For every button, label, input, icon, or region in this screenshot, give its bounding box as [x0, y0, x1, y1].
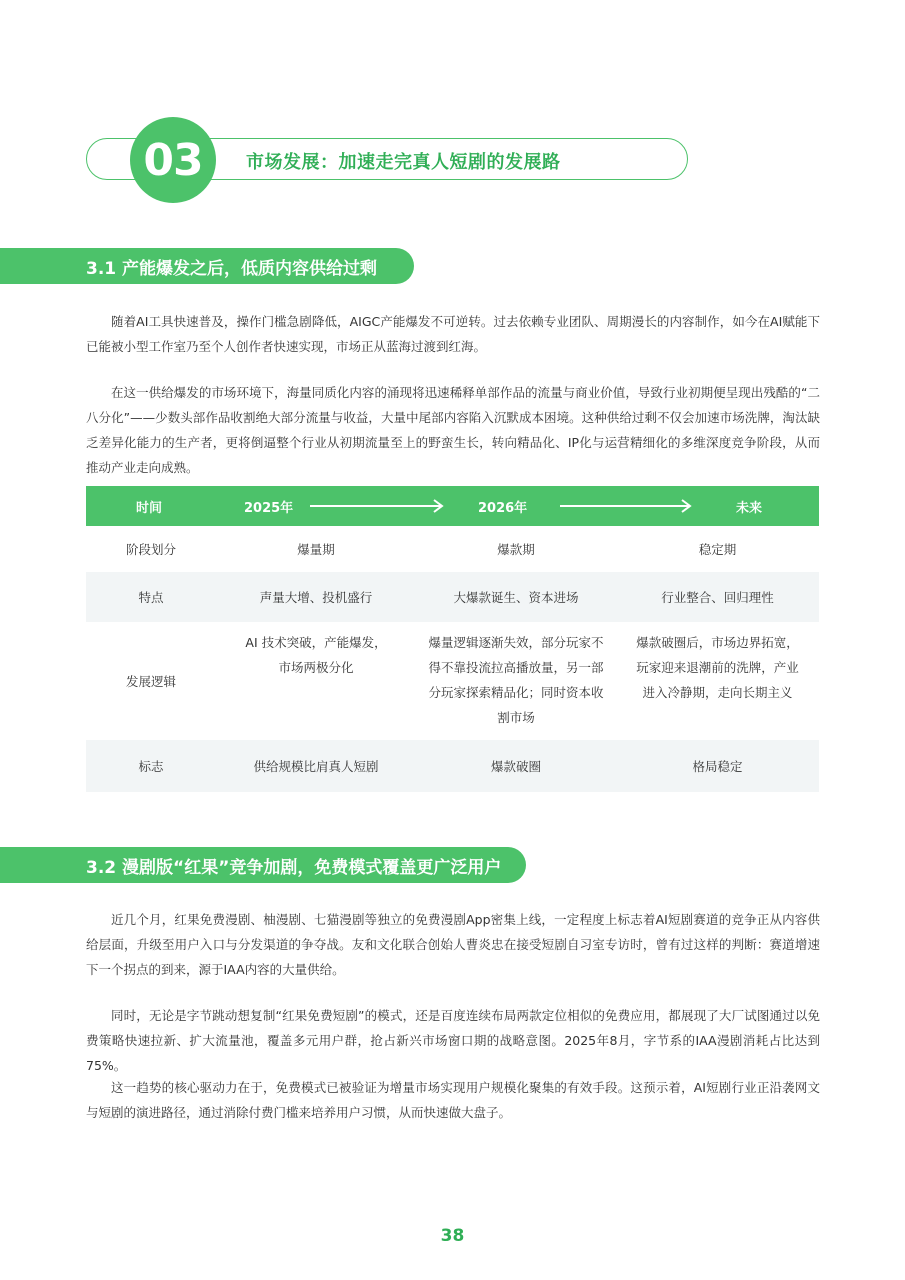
table-cell: 格局稳定 — [692, 758, 743, 774]
paragraph: 近几个月，红果免费漫剧、柚漫剧、七猫漫剧等独立的免费漫剧App密集上线，一定程度上标志着AI短剧赛道的竞争正从内容供给层面，升级至用户入口与分发渠道的争夺战。友和文化联合创始人曹炎忠在接受短剧自习室专访时，曾有过这样的判断：赛道增速下一个拐点的到来，源于IAA内容的大量供给。 — [86, 912, 820, 977]
table-cell: 爆量期 — [297, 541, 335, 557]
table-cell: AI 技术突破，产能爆发，市场两极分化 — [245, 635, 387, 675]
paragraph: 同时，无论是字节跳动想复制“红果免费短剧”的模式，还是百度连续布局两款定位相似的免费应用，都展现了大厂试图通过以免费策略快速拉新、扩大流量池，覆盖多元用户群，抢占新兴市场窗口期的战略意图。2025年8月，字节系的IAA漫剧消耗占比达到75%。 — [86, 1008, 820, 1073]
paragraph: 在这一供给爆发的市场环境下，海量同质化内容的涌现将迅速稀释单部作品的流量与商业价值，导致行业初期便呈现出残酷的“二八分化”——少数头部作品收割绝大部分流量与收益，大量中尾部内容陷入沉默成本困境。这种供给过剩不仅会加速市场洗牌，淘汰缺乏差异化能力的生产者，更将倒逼整个行业从初期流量至上的野蛮生长，转向精品化、IP化与运营精细化的多维深度竞争阶段，从而推动产业走向成熟。 — [86, 385, 820, 475]
header-future: 未来 — [736, 501, 763, 516]
table-row — [86, 572, 819, 622]
table-row — [86, 622, 819, 740]
table-cell: 大爆款诞生、资本进场 — [453, 589, 579, 605]
table-header — [86, 486, 819, 526]
chapter-title: 市场发展：加速走完真人短剧的发展路 — [246, 152, 561, 173]
table-cell: 供给规模比肩真人短剧 — [253, 758, 379, 774]
table-cell: 爆款破圈 — [490, 758, 541, 774]
arrow-right-icon — [310, 498, 448, 514]
table-cell: 声量大增、投机盛行 — [259, 589, 373, 605]
row-label: 特点 — [138, 589, 164, 605]
table-row — [86, 526, 819, 572]
table-cell: 稳定期 — [698, 541, 737, 557]
table-cell: 爆量逻辑逐渐失效，部分玩家不得不靠投流拉高播放量，另一部分玩家探索精品化；同时资本收割市场 — [428, 635, 604, 725]
table-row — [86, 740, 819, 792]
paragraph: 这一趋势的核心驱动力在于，免费模式已被验证为增量市场实现用户规模化聚集的有效手段。这预示着，AI短剧行业正沿袭网文与短剧的演进路径，通过消除付费门槛来培养用户习惯，从而快速做大盘子。 — [86, 1080, 820, 1120]
section-heading-3-1: 3.1 产能爆发之后，低质内容供给过剩 — [0, 248, 414, 284]
table-cell: 爆款期 — [497, 541, 535, 557]
section-heading-3-2: 3.2 漫剧版“红果”竞争加剧，免费模式覆盖更广泛用户 — [0, 847, 526, 883]
chapter-number-badge: 03 — [130, 117, 216, 203]
header-time: 时间 — [136, 501, 163, 516]
row-label: 阶段划分 — [125, 541, 176, 557]
table-cell: 行业整合、回归理性 — [661, 589, 774, 605]
header-2026: 2026年 — [478, 501, 528, 516]
page-number: 38 — [440, 1226, 465, 1246]
development-stage-table — [86, 486, 819, 792]
paragraph: 随着AI工具快速普及，操作门槛急剧降低，AIGC产能爆发不可逆转。过去依赖专业团队、周期漫长的内容制作，如今在AI赋能下已能被小型工作室乃至个人创作者快速实现，市场正从蓝海过渡到红海。 — [86, 314, 820, 354]
header-2025: 2025年 — [244, 501, 294, 516]
row-label: 发展逻辑 — [125, 673, 176, 689]
row-label: 标志 — [138, 758, 164, 774]
table-cell: 爆款破圈后，市场边界拓宽，玩家迎来退潮前的洗牌，产业进入冷静期，走向长期主义 — [636, 635, 799, 700]
arrow-right-icon — [560, 498, 698, 514]
